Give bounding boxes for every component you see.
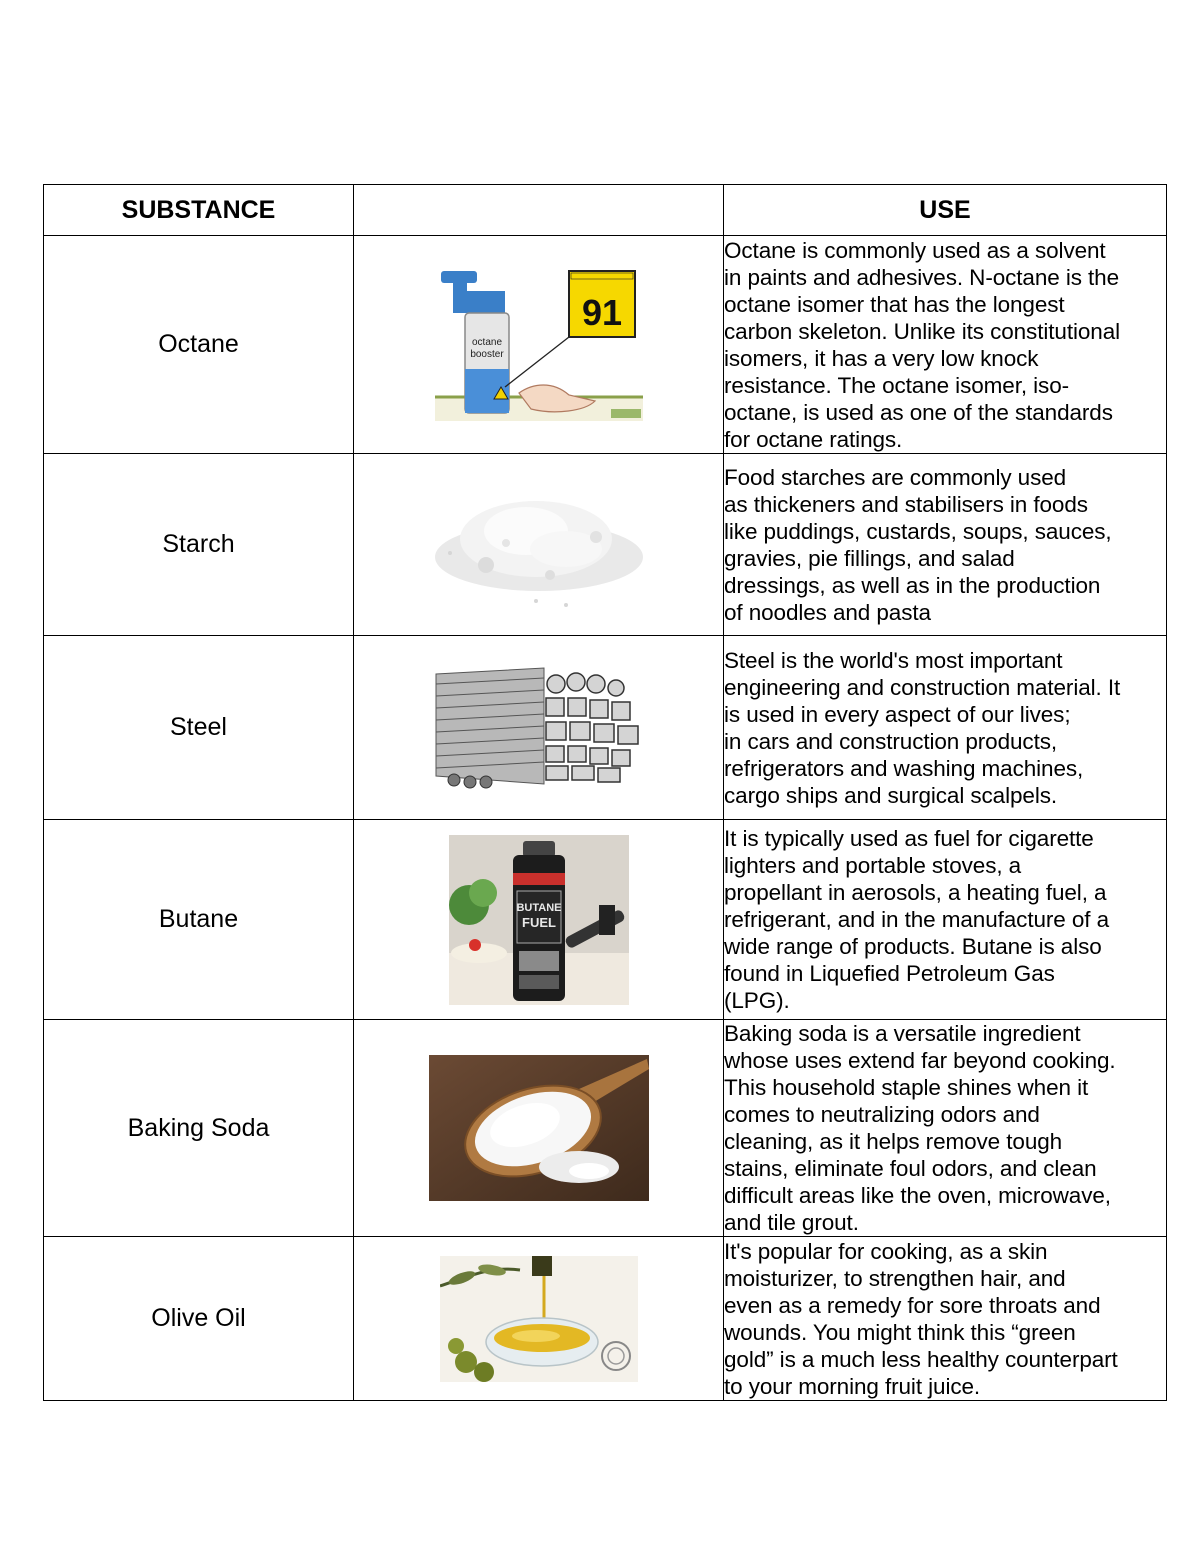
olive-oil-bowl-image — [440, 1256, 638, 1382]
baking-soda-image-cell — [354, 1020, 724, 1237]
can-label-line2: FUEL — [521, 914, 556, 930]
substance-name: Baking Soda — [44, 1020, 354, 1237]
starch-powder-image — [426, 477, 652, 613]
butane-image-cell — [354, 820, 724, 1020]
use-text: Baking soda is a versatile ingredient whose uses extend far beyond cooking. This household staple shines when it comes to neutralizing odors and cleaning, as it helps remove tough stains, eliminate foul odors, and clean difficult areas like the oven, microwave, and tile grout. — [724, 1021, 1116, 1235]
substance-table — [43, 184, 1167, 1401]
octane-booster-image — [435, 269, 643, 421]
header-image — [354, 185, 724, 236]
bottle-label-line2: booster — [469, 348, 504, 360]
use-text: Steel is the world's most important engineering and construction material. It is used in every aspect of our lives; in cars and construction products, refrigerators and washing machines, cargo ships and surgical scalpels. — [724, 647, 1121, 808]
header-substance: SUBSTANCE — [44, 185, 354, 236]
table-row — [44, 454, 1167, 636]
steel-bars-image — [434, 666, 644, 790]
octane-rating-sign: 91 — [581, 291, 622, 333]
use-description — [724, 636, 1167, 820]
use-description — [724, 454, 1167, 636]
olive-oil-image-cell — [354, 1237, 724, 1401]
table-row — [44, 1020, 1167, 1237]
substance-name: Olive Oil — [44, 1237, 354, 1401]
header-row — [44, 185, 1167, 236]
use-text: It's popular for cooking, as a skin moisturizer, to strengthen hair, and even as a remedy for sore throats and wounds. You might think this “green gold” is a much less healthy counterpart to your morning fruit juice. — [724, 1238, 1118, 1399]
use-text: Food starches are commonly used as thickeners and stabilisers in foods like puddings, custards, soups, sauces, gravies, pie fillings, and salad dressings, as well as in the production of noodles and pasta — [724, 464, 1112, 625]
substance-name: Octane — [44, 236, 354, 454]
table-row — [44, 636, 1167, 820]
table-row — [44, 1237, 1167, 1401]
bottle-label-line1: octane — [471, 336, 502, 348]
use-text: It is typically used as fuel for cigarette lighters and portable stoves, a propellant in aerosols, a heating fuel, a refrigerant, and in the manufacture of a wide range of products. Butane is also found in Liquefied Petroleum Gas (LPG). — [724, 826, 1109, 1013]
starch-image-cell — [354, 454, 724, 636]
butane-can-image — [449, 835, 629, 1005]
substance-name: Butane — [44, 820, 354, 1020]
can-label-line1: BUTANE — [515, 901, 562, 914]
table-row — [44, 236, 1167, 454]
steel-image-cell — [354, 636, 724, 820]
substance-name: Steel — [44, 636, 354, 820]
baking-soda-spoon-image — [429, 1055, 649, 1201]
use-description — [724, 1020, 1167, 1237]
substance-name: Starch — [44, 454, 354, 636]
header-use: USE — [724, 185, 1167, 236]
octane-image-cell — [354, 236, 724, 454]
use-description — [724, 236, 1167, 454]
use-text: Octane is commonly used as a solvent in paints and adhesives. N-octane is the octane isomer that has the longest carbon skeleton. Unlike its constitutional isomers, it has a very low knock resistance. The octane isomer, iso- octane, is used as one of the standards for octane ratings. — [724, 237, 1121, 452]
use-description — [724, 1237, 1167, 1401]
table-row — [44, 820, 1167, 1020]
use-description — [724, 820, 1167, 1020]
